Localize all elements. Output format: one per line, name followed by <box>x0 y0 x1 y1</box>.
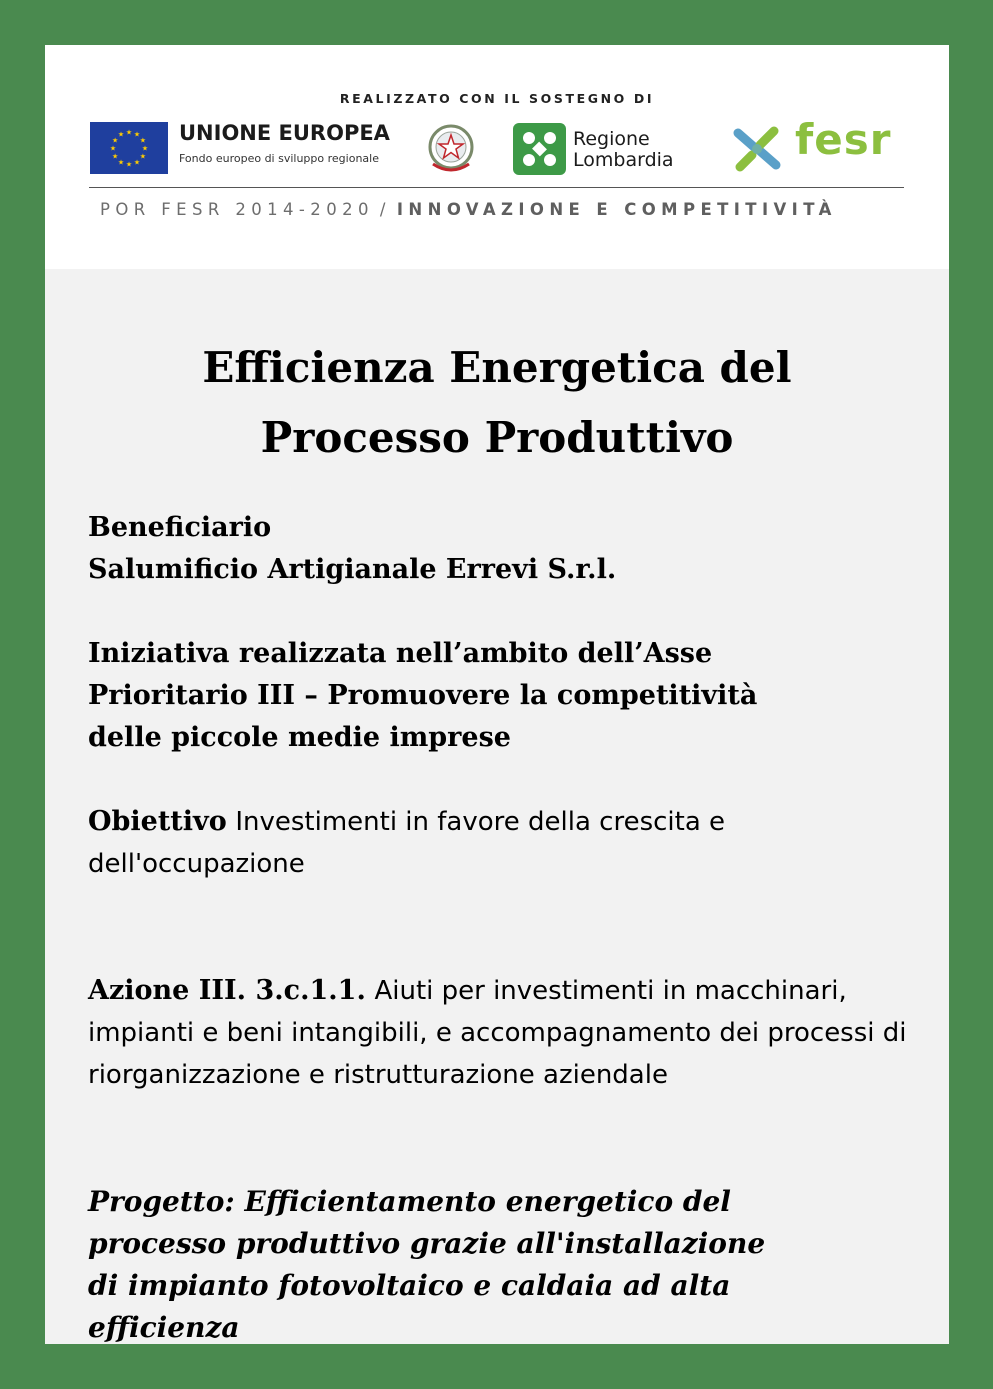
project-line-3: di impianto fotovoltaico e caldaia ad alta <box>88 1269 731 1302</box>
fesr-mark-icon <box>728 121 786 177</box>
initiative-line-3: delle piccole medie imprese <box>88 722 511 753</box>
regione-line: Regione <box>573 128 650 150</box>
eu-star-icon: ★ <box>111 152 119 161</box>
program-line <box>100 200 837 219</box>
title-line-2: Processo Produttivo <box>260 413 734 462</box>
poster-title <box>45 333 949 473</box>
fesr-logo-text: fesr <box>795 115 892 164</box>
eu-star-icon: ★ <box>133 130 141 139</box>
eu-star-icon: ★ <box>133 158 141 167</box>
project-section <box>88 1181 938 1349</box>
project-line-4: efficienza <box>88 1311 240 1344</box>
beneficiary-name: Salumificio Artigianale Errevi S.r.l. <box>88 554 617 585</box>
objective-section <box>88 801 918 885</box>
initiative-line-2: Prioritario III – Promuovere la competitività <box>88 680 758 711</box>
regione-lombardia-icon <box>513 123 566 175</box>
eu-logo-subtitle: Fondo europeo di sviluppo regionale <box>179 152 379 165</box>
regione-lombardia-text <box>573 129 674 171</box>
eu-star-icon: ★ <box>125 128 133 137</box>
objective-label: Obiettivo <box>88 806 227 837</box>
eu-logo-title: UNIONE EUROPEA <box>179 121 390 145</box>
eu-star-icon: ★ <box>141 144 149 153</box>
initiative-section <box>88 633 918 759</box>
eu-flag-icon <box>90 122 168 174</box>
initiative-line-1: Iniziativa realizzata nell’ambito dell’Asse <box>88 638 713 669</box>
program-name: POR FESR 2014-2020 <box>100 200 374 219</box>
action-text: Aiuti per investimenti in macchinari, impianti e beni intangibili, e accompagnamento dei processi di riorganizzazione e ristrutturazione aziendale <box>88 976 907 1090</box>
action-label: Azione III. 3.c.1.1. <box>88 975 366 1006</box>
sponsor-line: REALIZZATO CON IL SOSTEGNO DI <box>339 91 655 106</box>
eu-star-icon: ★ <box>125 160 133 169</box>
logo-row <box>45 115 949 181</box>
eu-star-icon: ★ <box>117 158 125 167</box>
eu-star-icon: ★ <box>109 144 117 153</box>
eu-star-icon: ★ <box>139 152 147 161</box>
beneficiary-section <box>88 507 918 591</box>
beneficiary-label: Beneficiario <box>88 512 272 543</box>
title-line-1: Efficienza Energetica del <box>202 343 792 392</box>
action-section <box>88 970 918 1096</box>
program-separator: / <box>379 200 391 219</box>
objective-text: Investimenti in favore della crescita e dell'occupazione <box>88 807 726 879</box>
eu-star-icon: ★ <box>139 136 147 145</box>
eu-star-icon: ★ <box>117 130 125 139</box>
poster-panel <box>45 45 949 1344</box>
project-line-1: Progetto: Efficientamento energetico del <box>88 1185 731 1218</box>
eu-star-icon: ★ <box>111 136 119 145</box>
header-divider <box>89 187 904 188</box>
funding-header <box>45 45 949 269</box>
lombardia-line: Lombardia <box>573 149 674 171</box>
program-axis: INNOVAZIONE E COMPETITIVITÀ <box>396 200 837 219</box>
project-line-2: processo produttivo grazie all'installazione <box>88 1227 766 1260</box>
italian-republic-emblem-icon <box>425 122 477 176</box>
